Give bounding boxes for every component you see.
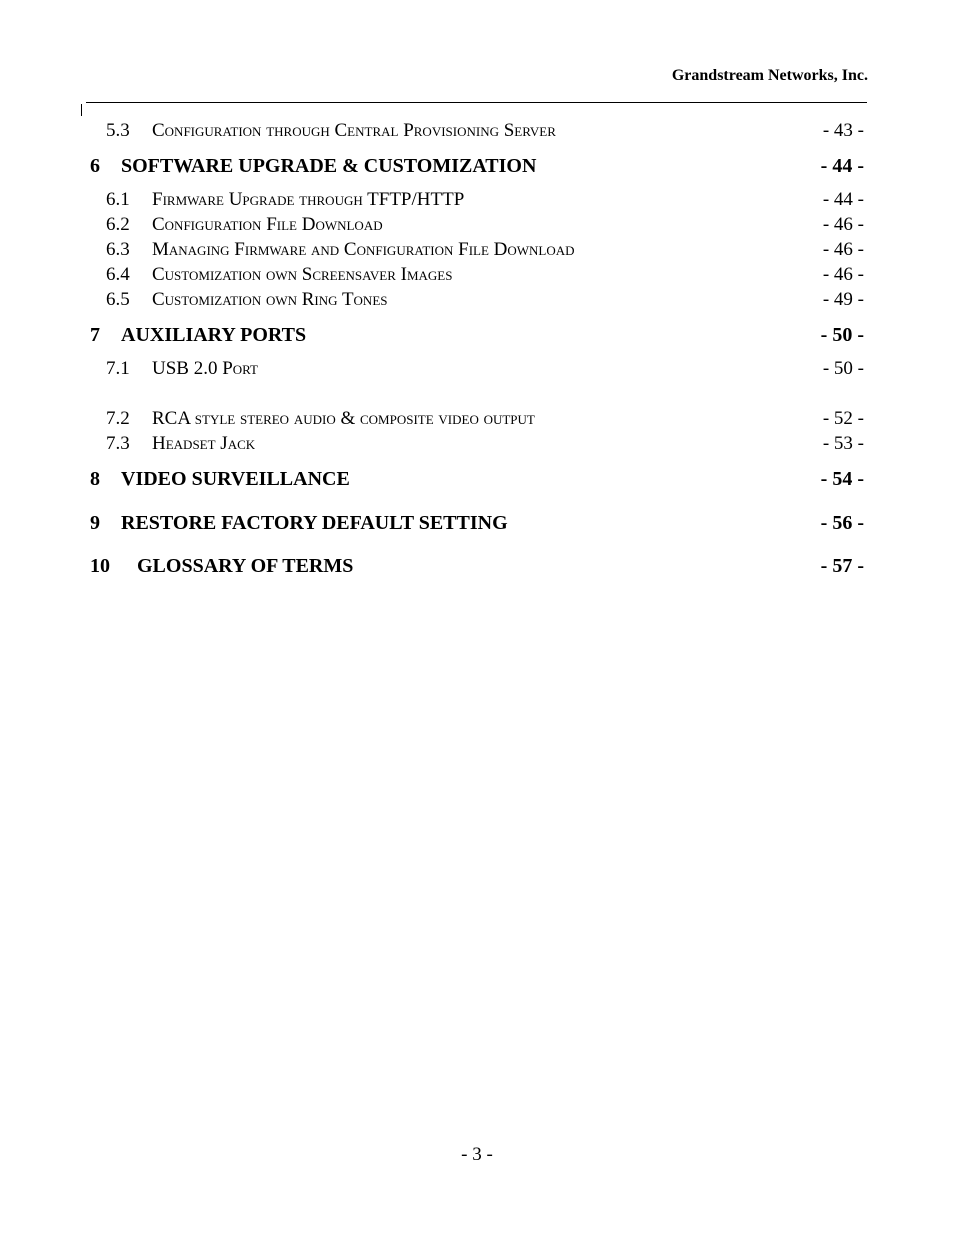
toc-section-number: 6.2 bbox=[106, 214, 130, 235]
toc-chapter-number: 9 bbox=[90, 512, 100, 534]
toc-page-number: - 57 - bbox=[820, 555, 864, 577]
toc-chapter-10[interactable] bbox=[0, 554, 954, 578]
margin-change-bar bbox=[81, 104, 82, 116]
toc-section-number: 6.1 bbox=[106, 189, 130, 210]
toc-chapter-title: VIDEO SURVEILLANCE bbox=[121, 468, 350, 490]
toc-page-number: - 44 - bbox=[820, 155, 864, 177]
toc-page-number: - 53 - bbox=[822, 433, 864, 454]
toc-entry-6-5[interactable] bbox=[0, 288, 954, 312]
toc-chapter-title: SOFTWARE UPGRADE & CUSTOMIZATION bbox=[121, 155, 537, 177]
toc-section-title: Customization own Ring Tones bbox=[152, 289, 388, 310]
toc-section-number: 6.3 bbox=[106, 239, 130, 260]
toc-entry-7-2[interactable] bbox=[0, 407, 954, 431]
toc-chapter-number: 6 bbox=[90, 155, 100, 177]
toc-entry-6-3[interactable] bbox=[0, 238, 954, 262]
footer-page-number: - 3 - bbox=[461, 1144, 493, 1165]
toc-entry-5-3[interactable] bbox=[0, 119, 954, 143]
toc-page-number: - 43 - bbox=[822, 120, 864, 141]
toc-entry-6-4[interactable] bbox=[0, 263, 954, 287]
toc-chapter-8[interactable] bbox=[0, 467, 954, 491]
toc-entry-6-2[interactable] bbox=[0, 213, 954, 237]
toc-entry-7-1[interactable] bbox=[0, 357, 954, 381]
toc-section-title: Headset Jack bbox=[152, 433, 256, 454]
toc-entry-7-3[interactable] bbox=[0, 432, 954, 456]
toc-chapter-title: RESTORE FACTORY DEFAULT SETTING bbox=[121, 512, 508, 534]
toc-chapter-number: 8 bbox=[90, 468, 100, 490]
toc-section-number: 6.4 bbox=[106, 264, 130, 285]
toc-page-number: - 44 - bbox=[822, 189, 864, 210]
toc-page-number: - 46 - bbox=[822, 264, 864, 285]
toc-section-title: Customization own Screensaver Images bbox=[152, 264, 453, 285]
toc-page-number: - 46 - bbox=[822, 239, 864, 260]
header-divider bbox=[86, 102, 867, 103]
toc-page-number: - 52 - bbox=[822, 408, 864, 429]
toc-section-title: Firmware Upgrade through TFTP/HTTP bbox=[152, 189, 465, 210]
toc-chapter-9[interactable] bbox=[0, 511, 954, 535]
toc-section-number: 7.1 bbox=[106, 358, 130, 379]
toc-entry-6-1[interactable] bbox=[0, 188, 954, 212]
toc-section-number: 7.3 bbox=[106, 433, 130, 454]
toc-section-title: Configuration File Download bbox=[152, 214, 383, 235]
toc-page-number: - 49 - bbox=[822, 289, 864, 310]
toc-page-number: - 46 - bbox=[822, 214, 864, 235]
toc-section-number: 5.3 bbox=[106, 120, 130, 141]
toc-chapter-title: AUXILIARY PORTS bbox=[121, 324, 307, 346]
toc-section-title: RCA style stereo audio & composite video output bbox=[152, 408, 535, 429]
toc-section-title: Configuration through Central Provisioning Server bbox=[152, 120, 556, 141]
toc-chapter-7[interactable] bbox=[0, 323, 954, 347]
toc-section-number: 7.2 bbox=[106, 408, 130, 429]
toc-page-number: - 56 - bbox=[820, 512, 864, 534]
toc-chapter-number: 10 bbox=[90, 555, 110, 577]
toc-chapter-number: 7 bbox=[90, 324, 100, 346]
toc-page-number: - 50 - bbox=[822, 358, 864, 379]
toc-section-title: USB 2.0 Port bbox=[152, 358, 258, 379]
toc-section-number: 6.5 bbox=[106, 289, 130, 310]
toc-chapter-6[interactable] bbox=[0, 154, 954, 178]
toc-chapter-title: GLOSSARY OF TERMS bbox=[137, 555, 354, 577]
header-company-name: Grandstream Networks, Inc. bbox=[671, 67, 868, 84]
toc-section-title: Managing Firmware and Configuration File Download bbox=[152, 239, 575, 260]
toc-page-number: - 54 - bbox=[820, 468, 864, 490]
toc-page-number: - 50 - bbox=[820, 324, 864, 346]
